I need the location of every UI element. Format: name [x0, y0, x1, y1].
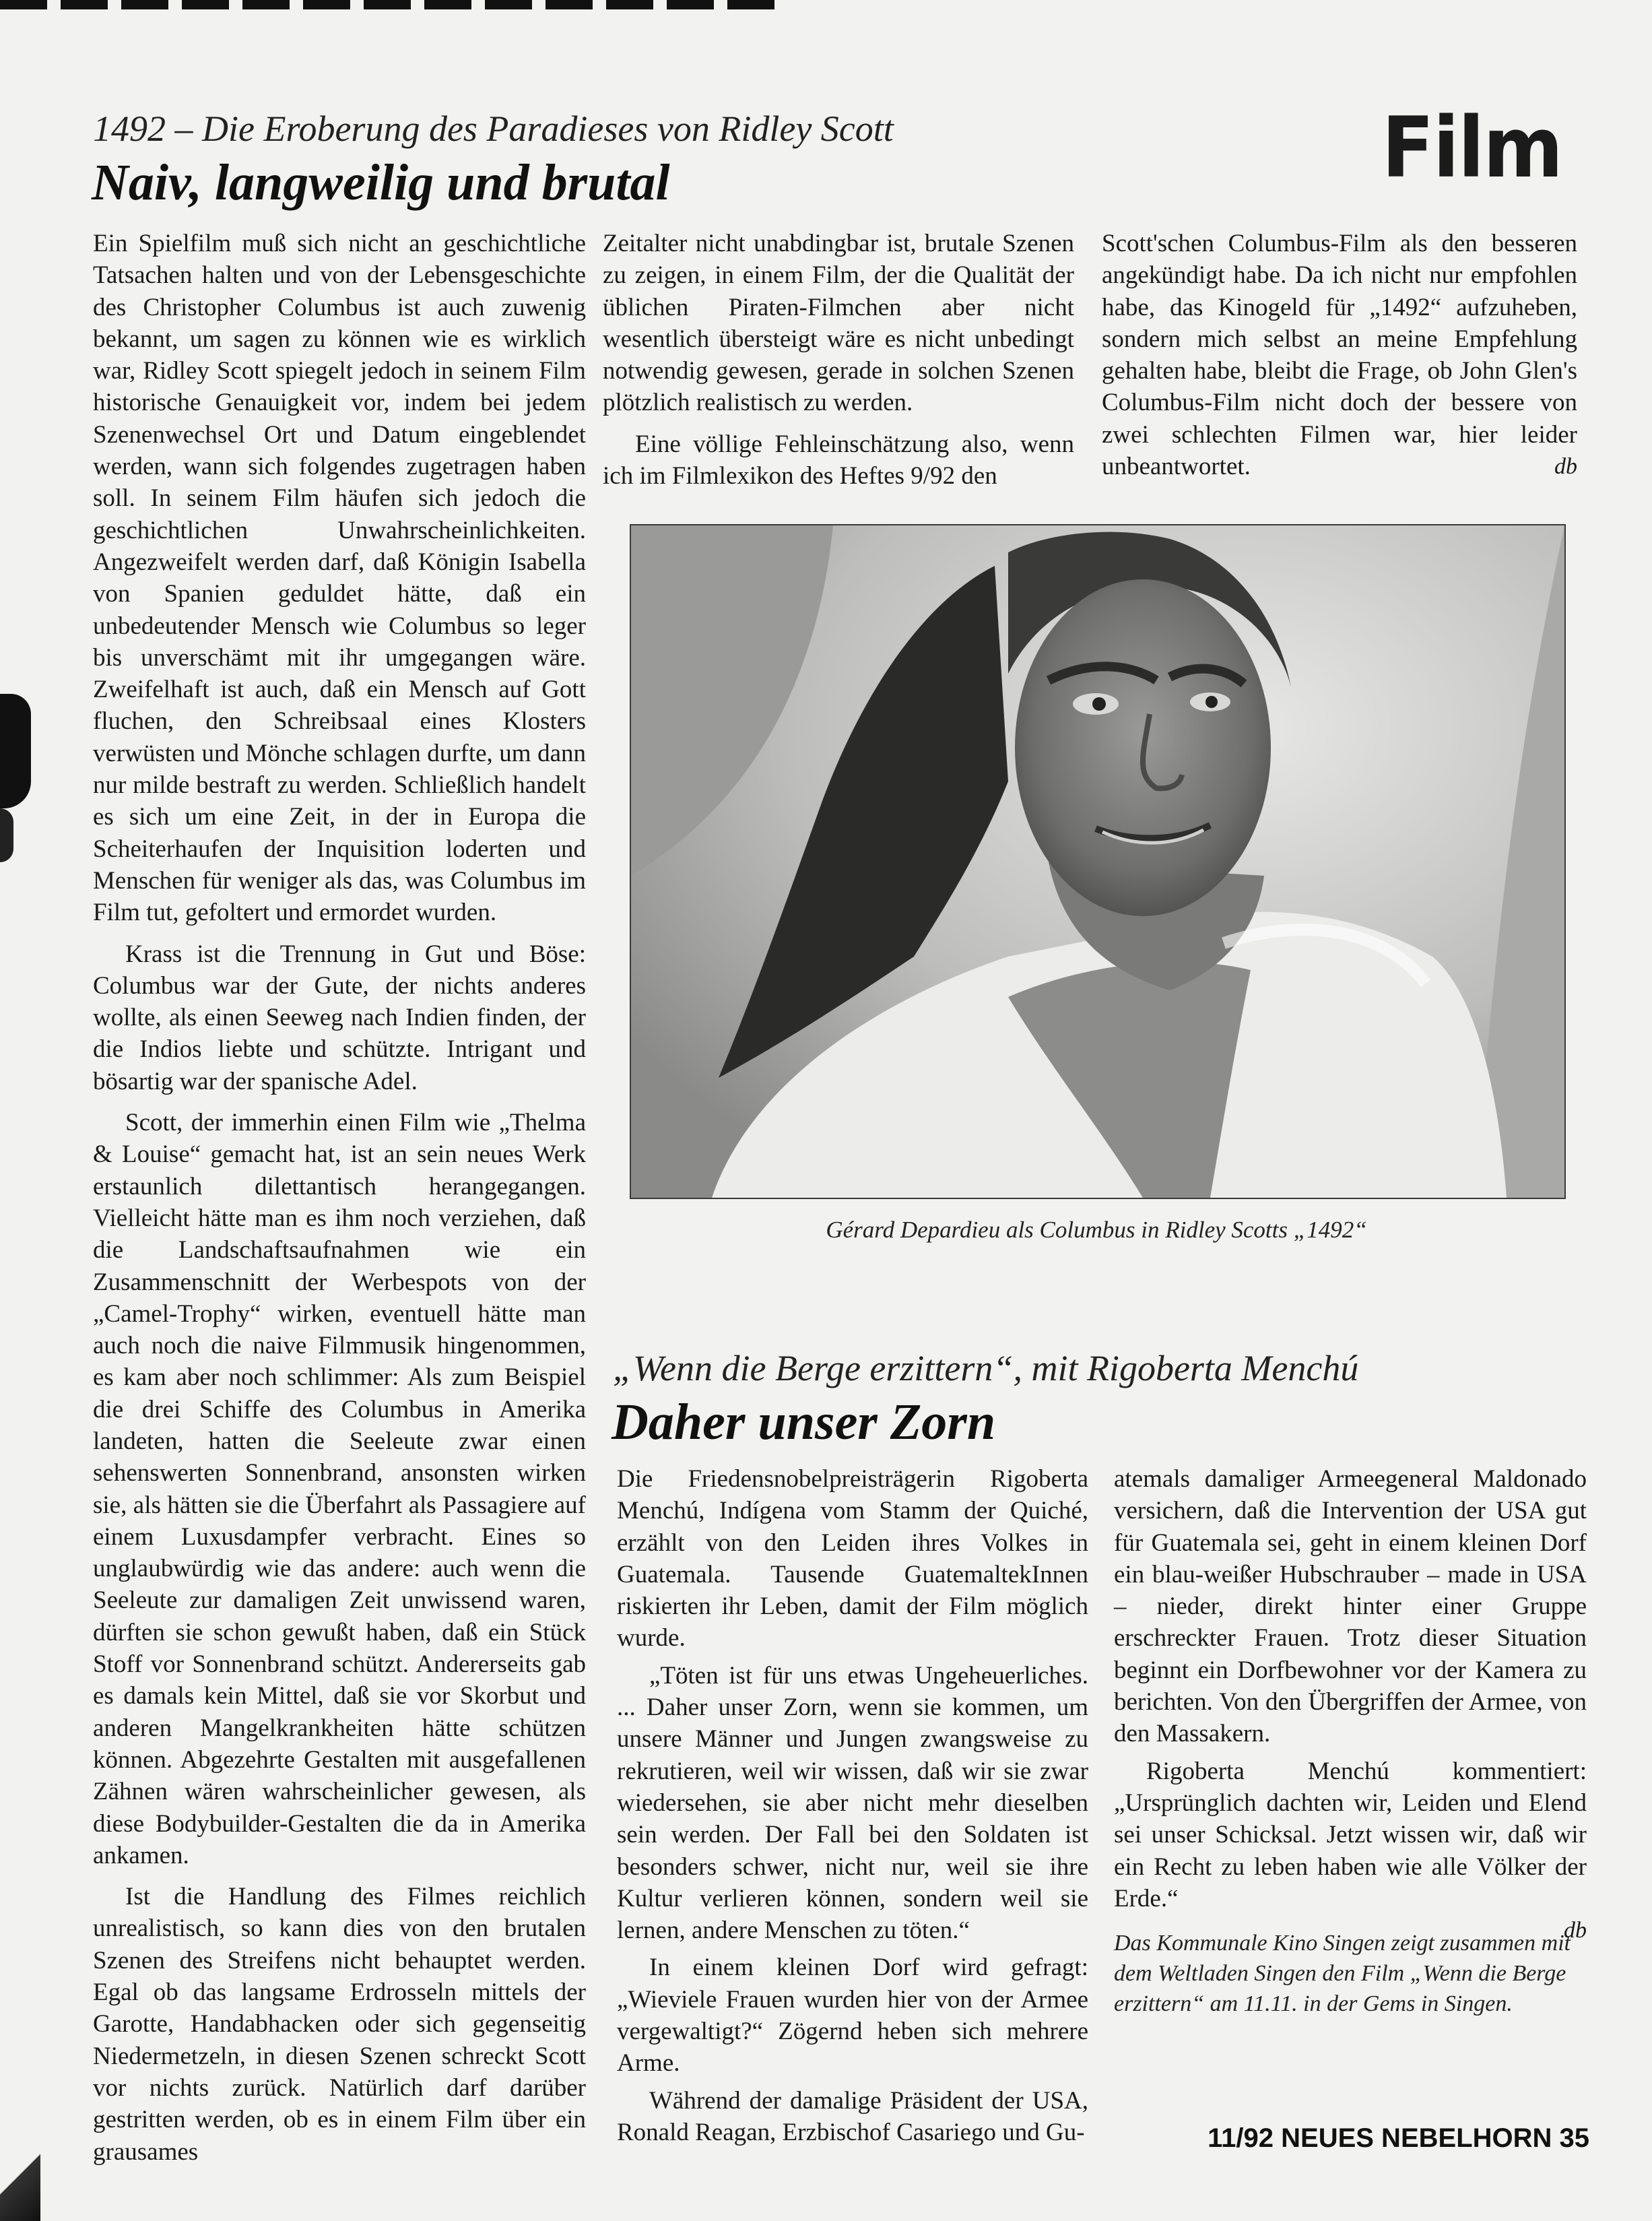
article-1-paragraph: Eine völlige Fehleinschätzung also, wenn ich im Filmlexikon des Heftes 9/92 den — [603, 430, 1074, 490]
article-1-paragraph: Krass ist die Trennung in Gut und Böse: Columbus war der Gute, der nichts anderes wollte, als einen Seeweg nach Indien finden, der die Indios liebte und schützte. Intrigant und bösartig war der spanische Adel. — [93, 940, 586, 1095]
page-footer: 11/92 NEUES NEBELHORN 35 — [1208, 2123, 1589, 2153]
page-edge-shadow-lower — [0, 808, 13, 862]
page-corner — [0, 2149, 40, 2221]
page-edge-shadow — [0, 694, 31, 808]
portrait-image — [631, 525, 1564, 1198]
article-2-paragraph: In einem kleinen Dorf wird gefragt: „Wieviele Frauen wurden hier von der Armee vergewaltigt?“ Zögernd heben sich mehrere Arme. — [617, 1954, 1088, 2078]
article-2-paragraph: Während der damalige Präsident der USA, Ronald Reagan, Erzbischof Casariego und Gu- — [617, 2086, 1088, 2146]
article-2-paragraph: Rigoberta Menchú kommentiert: „Ursprünglich dachten wir, Leiden und Elend sei unser Schicksal. Jetzt wissen wir, daß wir ein Recht zu leben haben wie alle Völker der Erde.“ — [1114, 1757, 1587, 1912]
article-2-paragraph: Die Friedensnobelpreisträgerin Rigoberta Menchú, Indígena vom Stamm der Quiché, erzählt von den Leiden ihres Volkes in Guatemala. Tausende GuatemaltekInnen riskierten ihr Leben, damit der Film möglich wurde. — [617, 1465, 1088, 1652]
article-1-headline: Naiv, langweilig und brutal — [92, 154, 670, 211]
article-2-paragraph: „Töten ist für uns etwas Ungeheuerliches. ... Daher unser Zorn, wenn sie kommen, um unsere Männer und Jungen zwangsweise zu rekrutieren, weil wir wissen, daß wir sie zwar wiedersehen, sie aber nicht mehr dieselben sein werden. Der Fall bei den Soldaten ist besonders schwer, nicht nur, weil sie ihre Kultur verlieren können, sondern weil sie lernen, andere Menschen zu töten.“ — [617, 1661, 1088, 1945]
article-2-signature: db — [1564, 1918, 1587, 1943]
article-2-kicker: „Wenn die Berge erzittern“, mit Rigoberta Menchú — [613, 1348, 1359, 1388]
article-1-paragraph: Ist die Handlung des Filmes reichlich unrealistisch, so kann dies von den brutalen Szenen des Streifens nicht behauptet werden. Egal ob das langsame Erdrosseln mittels der Garotte, Handabhacken oder sich gegenseitig Niedermetzeln, in diesen Szenen schreckt Scott vor nichts zurück. Natürlich darf darüber gestritten werden, ob es in einem Film über ein grausames — [93, 1883, 586, 2166]
article-1-kicker: 1492 – Die Eroberung des Paradieses von Ridley Scott — [93, 108, 894, 149]
article-2-column-1 — [617, 1463, 1088, 2148]
article-1-paragraph: Scott'schen Columbus-Film als den besseren angekündigt habe. Da ich nicht nur empfohlen habe, das Kinogeld für „1492“ aufzuheben, sondern mich selbst an meine Empfehlung gehalten habe, bleibt die Frage, ob John Glen's Columbus-Film nicht doch der bessere von zwei schlechten Filmen war, hier leider unbeantwortet. — [1102, 230, 1577, 481]
article-1-signature: db — [1554, 454, 1577, 480]
film-still-photo — [630, 524, 1566, 1199]
section-label-film: Film — [1381, 100, 1562, 197]
article-1-column-3 — [1102, 228, 1577, 483]
page-edge-top — [0, 0, 774, 9]
article-1-paragraph: Scott, der immerhin einen Film wie „Thelma & Louise“ gemacht hat, ist an sein neues Werk erstaunlich dilettantisch herangegangen. Vielleicht hätte man es ihm noch verziehen, daß die Landschaftsaufnahmen wie ein Zusammenschnitt der Werbespots von der „Camel-Trophy“ wirken, eventuell hätte man auch noch die naive Filmmusik hingenommen, es kam aber noch schlimmer: Als zum Beispiel die drei Schiffe des Columbus in Amerika landeten, hatten die Seeleute zwar einen sehenswerten Sonnenbrand, ansonsten wirken sie, als hätten sie die Überfahrt als Passagiere auf einem Luxusdampfer verbracht. Eines so unglaubwürdig wie das andere: auch wenn die Seeleute zur damaligen Zeit unwissend waren, dürften sie schon gewußt haben, daß ein Stück Stoff vor Sonnenbrand schützt. Andererseits gab es damals kein Mittel, daß sie vor Skorbut und anderen Mangelkrankheiten hätte schützen können. Abgezehrte Gestalten mit ausgefallenen Zähnen wären wahrscheinlicher gewesen, als diese Bodybuilder-Gestalten die da in Amerika ankamen. — [93, 1109, 586, 1869]
article-2-paragraph: atemals damaliger Armeegeneral Maldonado versichern, daß die Intervention der USA gut für Guatemala sei, geht in einem kleinen Dorf ein blau-weißer Hubschrauber – made in USA – nieder, direkt hinter einer Gruppe erschreckter Frauen. Trotz dieser Situation beginnt ein Dorfbewohner vor der Kamera zu berichten. Von den Übergriffen der Armee, von den Massakern. — [1114, 1465, 1587, 1748]
photo-caption: Gérard Depardieu als Columbus in Ridley Scotts „1492“ — [826, 1217, 1367, 1243]
article-1-paragraph: Zeitalter nicht unabdingbar ist, brutale Szenen zu zeigen, in einem Film, der die Qualität der üblichen Piraten-Filmchen aber nicht wesentlich übersteigt wäre es nicht unbedingt notwendig gewesen, gerade in solchen Szenen plötzlich realistisch zu werden. — [603, 230, 1074, 417]
article-1-column-1 — [93, 228, 586, 2168]
article-1-paragraph: Ein Spielfilm muß sich nicht an geschichtliche Tatsachen halten und von der Lebensgeschichte des Christopher Columbus ist auch zuwenig bekannt, um sagen zu können wie es wirklich war, Ridley Scott spiegelt jedoch in seinem Film historische Genauigkeit vor, indem bei jedem Szenenwechsel Ort und Datum eingeblendet werden, wann sich folgendes zugetragen haben soll. In seinem Film häufen sich jedoch die geschichtlichen Unwahrscheinlichkeiten. Angezweifelt werden darf, daß Königin Isabella von Spanien geduldet hätte, daß ein unbedeutender Mensch wie Columbus so leger bis unverschämt mit ihr umgegangen wäre. Zweifelhaft ist auch, daß ein Mensch auf Gott fluchen, den Schreibsaal eines Klosters verwüsten und Mönche schlagen durfte, um dann nur milde bestraft zu werden. Schließlich handelt es sich um eine Zeit, in der in Europa die Scheiterhaufen der Inquisition loderten und Menschen für weniger als das, was Columbus im Film tut, gefoltert und ermordet wurden. — [93, 230, 586, 927]
screening-notice: Das Kommunale Kino Singen zeigt zusammen mit dem Weltladen Singen den Film „Wenn die Berge erzittern“ am 11.11. in der Gems in Singen. — [1114, 1931, 1571, 2016]
article-2-headline: Daher unser Zorn — [612, 1394, 996, 1450]
article-2-column-2 — [1114, 1463, 1587, 1946]
article-1-column-2 — [603, 228, 1074, 492]
